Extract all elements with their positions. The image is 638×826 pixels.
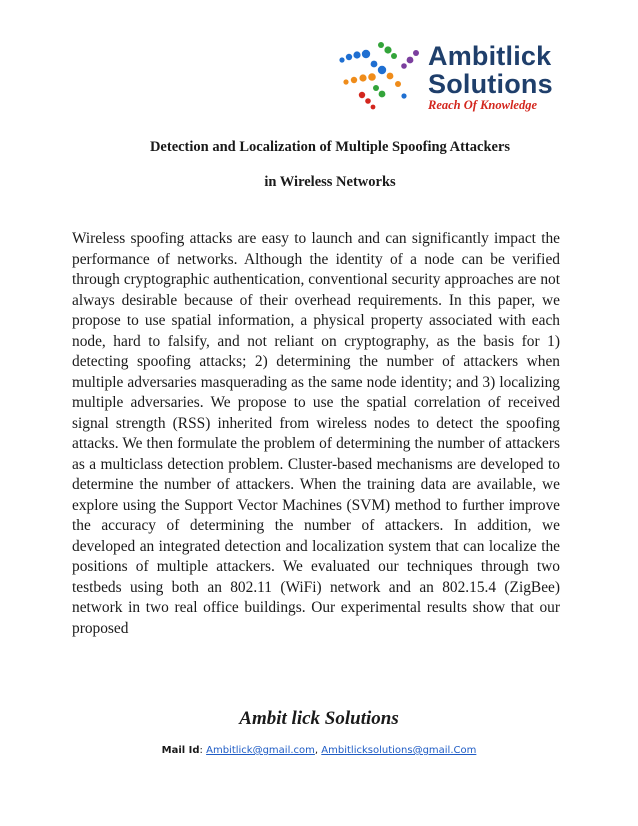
company-logo bbox=[336, 38, 562, 114]
logo-tagline: Reach Of Knowledge bbox=[428, 98, 538, 112]
abstract-paragraph: Wireless spoofing attacks are easy to launch and can significantly impact the performance of networks. Although the identity of a node can be verified through cryptographic authentication, conventional security approaches are not always desirable because of their overhead requirements. In this paper, we propose to use spatial information, a physical property associated with each node, hard to falsify, and not reliant on cryptography, as the basis for 1) detecting spoofing attacks; 2) determining the number of attackers when multiple adversaries masquerading as the same node identity; and 3) localizing multiple adversaries. We propose to use the spatial correlation of received signal strength (RSS) inherited from wireless nodes to detect the spoofing attacks. We then formulate the problem of determining the number of attackers as a multiclass detection problem. Cluster-based mechanisms are developed to determine the number of attackers. When the training data are available, we explore using the Support Vector Machines (SVM) method to further improve the accuracy of determining the number of attackers. In addition, we developed an integrated detection and localization system that can localize the positions of multiple attackers. We evaluated our techniques through two testbeds using both an 802.11 (WiFi) network and an 802.15.4 (ZigBee) network in two real office buildings. Our experimental results show that our proposed bbox=[72, 230, 560, 637]
footer-contact: Mail Id: Ambitlick@gmail.com, Ambitlicksolutions@gmail.Com bbox=[161, 745, 477, 756]
document-title-line2: in Wireless Networks bbox=[264, 174, 396, 190]
document-title-line1: Detection and Localization of Multiple Spoofing Attackers bbox=[149, 139, 511, 155]
email-link-secondary[interactable]: Ambitlicksolutions@gmail.Com bbox=[321, 745, 477, 756]
footer-brand: Ambit lick Solutions bbox=[239, 708, 399, 729]
logo-wordmark bbox=[428, 42, 553, 98]
mail-label: Mail Id bbox=[161, 745, 200, 756]
logo-name-line2: Solutions bbox=[428, 69, 553, 99]
logo-dots-icon bbox=[336, 38, 426, 114]
email-separator: , bbox=[314, 745, 319, 756]
email-link-primary[interactable]: Ambitlick@gmail.com bbox=[206, 745, 315, 756]
logo-name-line1: Ambitlick bbox=[428, 41, 552, 71]
